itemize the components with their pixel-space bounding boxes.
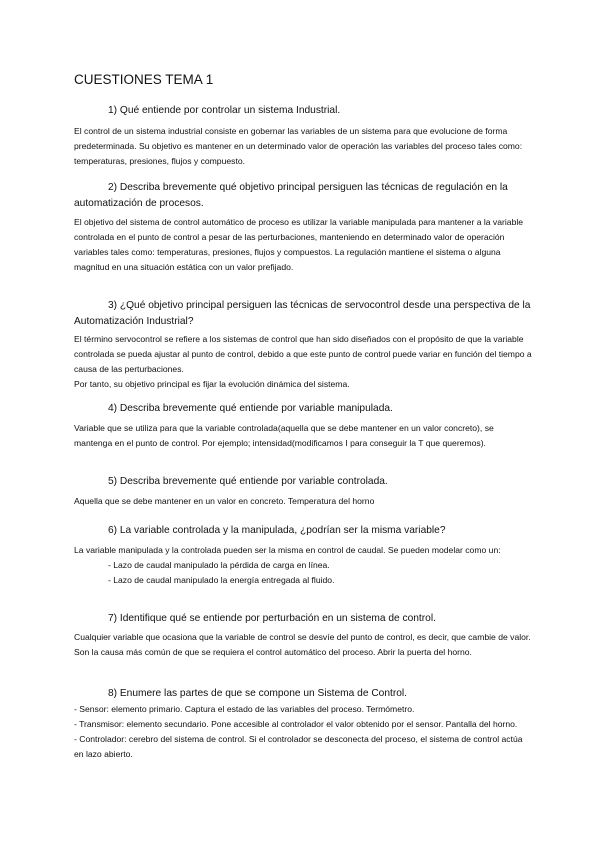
answer-3: [74, 332, 532, 392]
answer-7-text: Cualquier variable que ocasiona que la variable de control se desvíe del punto de control, es decir, que cambie de valor. Son la causa más común de que se requiera el control automático del proceso. Abrir la puerta del horno.: [74, 632, 531, 657]
answer-2-text: El objetivo del sistema de control automático de proceso es utilizar la variable manipulada para mantener a la variable controlada en el punto de control a pesar de las perturbaciones, manteniendo en determinado valor de operación variables tales como: temperaturas, presiones, flujos y compuestos. La regulación mantiene el sistema o alguna magnitud en una situación estática con un valor prefijado.: [74, 217, 524, 272]
list-item: - Controlador: cerebro del sistema de control. Si el controlador se desconecta del proceso, el sistema de control actúa en lazo abierto.: [74, 734, 523, 759]
list-item: - Sensor: elemento primario. Captura el estado de las variables del proceso. Termómetro.: [74, 704, 415, 714]
page-title: CUESTIONES TEMA 1: [74, 72, 214, 87]
answer-1-text: El control de un sistema industrial consiste en gobernar las variables de un sistema para que evolucione de forma predeterminada. Su objetivo es mantener en un determinado valor de operación las variables del proceso tales como: temperaturas, presiones, flujos y compuesto.: [74, 126, 523, 166]
question-7: 7) Identifique qué se entiende por perturbación en un sistema de control.: [108, 613, 436, 624]
question-6: 6) La variable controlada y la manipulada, ¿podrían ser la misma variable?: [108, 525, 446, 536]
question-1: 1) Qué entiende por controlar un sistema Industrial.: [108, 105, 341, 116]
answer-1: [74, 124, 532, 169]
question-8: 8) Enumere las partes de que se compone un Sistema de Control.: [108, 688, 407, 699]
answer-3-text: El término servocontrol se refiere a los sistemas de control que han sido diseñados con el propósito de que la variable controlada se pueda ajustar al punto de control, debido a que este punto de control puede variar en función del tiempo a causa de las perturbaciones.: [74, 334, 532, 374]
answer-4-text: Variable que se utiliza para que la variable controlada(aquella que se debe mantener en un valor concreto), se mantenga en el punto de control. Por ejemplo; intensidad(modificamos I para conseguir la T que queremos).: [74, 423, 494, 448]
question-4: 4) Describa brevemente qué entiende por variable manipulada.: [108, 403, 393, 414]
answer-6-text: La variable manipulada y la controlada pueden ser la misma en control de caudal. Se pueden modelar como un:: [74, 545, 501, 555]
answer-2: [74, 215, 532, 275]
question-3: 3) ¿Qué objetivo principal persiguen las técnicas de servocontrol desde una perspectiva de la Automatización Industrial?: [74, 300, 531, 327]
answer-6-list: [74, 558, 532, 588]
list-item: - Lazo de caudal manipulado la energía entregada al fluido.: [108, 575, 335, 585]
answer-4: [74, 421, 532, 451]
answer-8: [74, 702, 532, 762]
list-item: - Transmisor: elemento secundario. Pone accesible al controlador el valor obtenido por el sensor. Pantalla del horno.: [74, 719, 518, 729]
answer-3-text-2: Por tanto, su objetivo principal es fijar la evolución dinámica del sistema.: [74, 379, 350, 389]
question-2: 2) Describa brevemente qué objetivo principal persiguen las técnicas de regulación en la automatización de procesos.: [74, 182, 508, 209]
answer-5: [74, 494, 532, 509]
answer-6: [74, 543, 532, 588]
answer-5-text: Aquella que se debe mantener en un valor en concreto. Temperatura del horno: [74, 496, 375, 506]
answer-7: [74, 630, 532, 660]
question-5: 5) Describa brevemente qué entiende por variable controlada.: [108, 476, 388, 487]
list-item: - Lazo de caudal manipulado la pérdida de carga en línea.: [108, 560, 330, 570]
